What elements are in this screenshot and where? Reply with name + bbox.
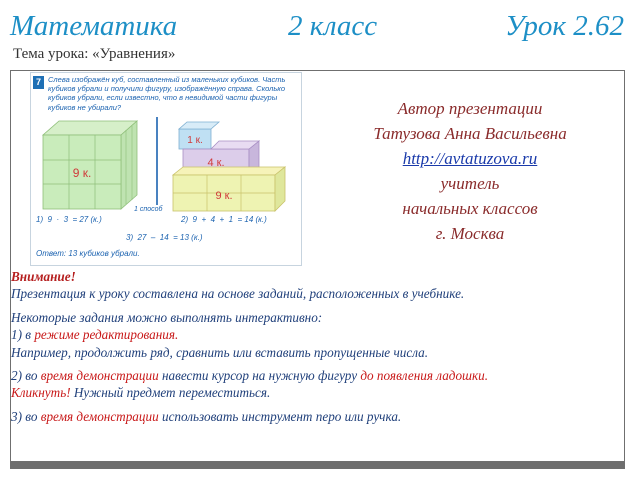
notes-line-5d: до появления ладошки.	[360, 368, 489, 384]
author-role-2: начальных классов	[402, 199, 538, 218]
author-role-1: учитель	[440, 174, 500, 193]
bottom-cubes	[173, 167, 285, 211]
subject-title: Математика	[10, 10, 178, 42]
notes-line-1: Презентация к уроку составлена на основе заданий, расположенных в учебнике.	[11, 286, 465, 302]
task-number: 7	[33, 76, 44, 89]
notes-line-6b: Нужный предмет переместиться.	[70, 385, 271, 401]
author-city: г. Москва	[435, 224, 505, 243]
top-cube-label: 1 к.	[187, 135, 203, 146]
notes-line-6a: Кликнуть!	[11, 385, 71, 401]
left-cube	[43, 121, 137, 209]
notes-line-3-red: режиме редактирования.	[34, 327, 179, 343]
left-cube-label: 9 к.	[72, 166, 92, 180]
middle-cubes-label: 4 к.	[207, 157, 225, 169]
notes-line-7b: время демонстрации	[40, 408, 159, 424]
method-label: 1 способ	[134, 206, 163, 213]
author-link[interactable]: http://avtatuzova.ru	[402, 149, 538, 168]
notes-block	[11, 268, 621, 431]
notes-line-4: Например, продолжить ряд, сравнить или вставить пропущенные числа.	[11, 344, 428, 360]
notes-line-3-prefix: 1) в	[11, 327, 35, 343]
notes-line-7c: использовать инструмент перо или ручка.	[158, 408, 402, 424]
author-block	[330, 96, 610, 246]
attention-label: Внимание!	[11, 269, 76, 284]
equation-2: 2) 9 + 4 + 1 = 14 (к.)	[181, 215, 267, 224]
notes-line-5b: время демонстрации	[40, 368, 159, 384]
task-text: Слева изображён куб, составленный из маленьких кубиков. Часть кубиков убрали и получили фигуру, изображённую справа. Сколько кубиков убрали, если известно, что в невидимой части фигуры кубиков не убирали?	[48, 75, 286, 112]
lesson-title: Урок 2.62	[505, 10, 624, 42]
author-name: Татузова Анна Васильевна	[373, 124, 567, 143]
notes-line-5c: навести курсор на нужную фигуру	[158, 368, 361, 384]
grade-title: 2 класс	[288, 10, 378, 42]
lesson-topic: Тема урока: «Уравнения»	[13, 46, 176, 62]
notes-line-5a: 2) во	[11, 368, 41, 384]
notes-line-7a: 3) во	[11, 408, 41, 424]
equation-3: 3) 27 – 14 = 13 (к.)	[126, 233, 203, 242]
bottom-bar	[10, 462, 625, 469]
answer-line: Ответ: 13 кубиков убрали.	[36, 249, 140, 258]
author-heading: Автор презентации	[397, 99, 543, 118]
bottom-cubes-label: 9 к.	[215, 190, 233, 202]
equation-1: 1) 9 · 3 = 27 (к.)	[36, 215, 102, 224]
textbook-image	[30, 72, 302, 266]
notes-line-2: Некоторые задания можно выполнять интерактивно:	[11, 309, 323, 325]
